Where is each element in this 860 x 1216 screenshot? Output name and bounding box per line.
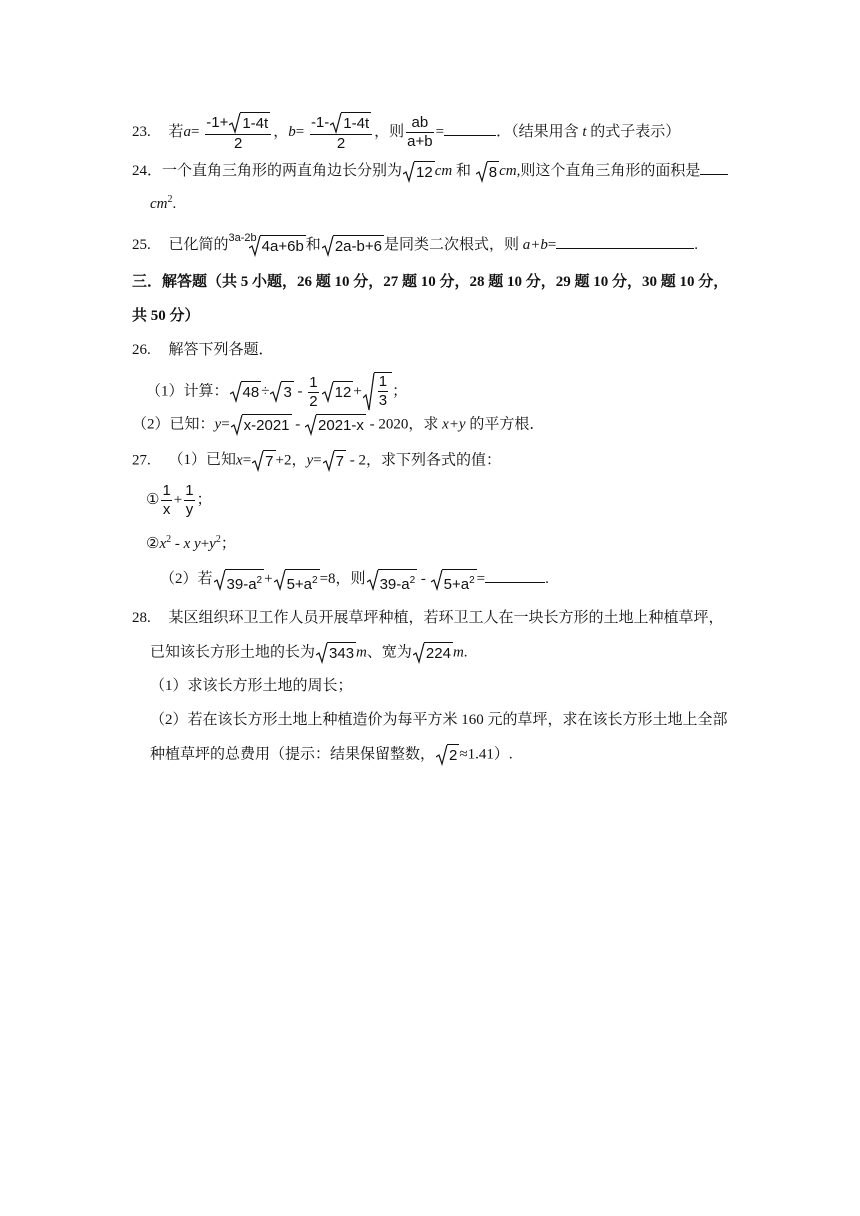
question-23: 23. 若a= -1+ 1-4t 2 ，b= -1- 1-4t 2 ，则 $\frac{ab}{a+b}$ = ．（结果用含 t 的式子表示） <box>132 113 681 152</box>
question-number: 28. <box>132 610 151 626</box>
radical: 4a+6b <box>249 235 306 257</box>
radical: 224 <box>413 642 453 664</box>
radical <box>363 372 392 412</box>
radical: 2a-b+6 <box>322 235 384 257</box>
radical: 12 <box>322 381 354 403</box>
question-number: 27. <box>132 452 151 469</box>
radical: $5+a^2$ <box>274 569 320 591</box>
fraction-a: -1+ 1-4t 2 <box>205 112 271 153</box>
question-27-item2: $②x^2$ - x $y+y^2$； <box>146 534 236 552</box>
radical: 3 <box>270 381 293 403</box>
question-24-unit: $cm^2$. <box>150 194 177 212</box>
radical: 48 <box>230 381 262 403</box>
question-25: 25. 已化简的$^{3a-2b}$ 4a+6b 和 2a-b+6 是同类二次根式，则 a+b= . <box>132 232 699 255</box>
fraction-half: $\frac{1}{2}$ <box>309 373 318 410</box>
radical: x-2021 <box>231 414 292 436</box>
question-27-part2: （2）若 $39-a^2$ + $5+a^2 =8$，则 $39-a^2$ - $5+a^2$ = . <box>160 566 549 591</box>
fraction-1-over-x: $\frac{1}{x}$ <box>162 482 171 518</box>
question-26: 26. 解答下列各题． <box>132 342 274 358</box>
question-28-part1: （1）求该长方形土地的周长； <box>150 678 353 694</box>
question-number: 24． <box>132 163 163 179</box>
question-28-part2-cont: 种植草坪的总费用（提示：结果保留整数， 2 ≈1.41）. <box>150 744 513 766</box>
radical: 8 <box>476 161 499 183</box>
question-28-part2: （2）若在该长方形土地上种植造价为每平方米 160 元的草坪，求在该长方形土地上全部 <box>150 712 728 728</box>
question-26-part1: （1）计算： 48 ÷ 3 - $\frac{1}{2}$ 12 + $\frac{1}{3}$ ； <box>146 372 407 412</box>
answer-blank <box>556 232 694 249</box>
question-number: 25. <box>132 237 151 253</box>
fraction-third: $\frac{1}{3}$ <box>378 373 388 409</box>
answer-blank <box>485 566 545 583</box>
question-26-part2: （2）已知：y= x-2021 - 2021-x - 2020，求 x+y 的平方根． <box>132 414 544 436</box>
radical: $39-a^2$ <box>214 569 265 591</box>
question-28: 28. 某区组织环卫工作人员开展草坪种植，若环卫工人在一块长方形的土地上种植草坪， <box>132 610 724 626</box>
fraction-ab: $\frac{ab}{a+b}$ <box>407 114 433 150</box>
section-heading: 三．解答题（共 5 小题，26 题 10 分，27 题 10 分，28 题 10 分，29 题 10 分，30 题 10 分， <box>132 274 729 290</box>
radical: 7 <box>323 450 346 472</box>
radical: 1-4t <box>330 112 371 134</box>
question-27-item1: ① $\frac{1}{x}$ + $\frac{1}{y}$ ； <box>146 482 212 518</box>
radical: 343 <box>316 642 356 664</box>
radical: $39-a^2$ <box>367 569 418 591</box>
answer-blank <box>444 119 496 136</box>
question-28-line2: 已知该长方形土地的长为 343 m、宽为 224 m. <box>150 642 468 664</box>
question-number: 23. <box>132 123 151 140</box>
fraction-1-over-y: $\frac{1}{y}$ <box>185 482 194 518</box>
question-24: 24．一个直角三角形的两直角边长分别为 12 cm 和 8 cm,则这个直角三角形的面积是 <box>132 158 728 183</box>
question-number: 26. <box>132 342 151 358</box>
radical-index: 3a-2b <box>228 232 257 244</box>
question-27: 27. （1）已知x= 7 +2，y= 7 - 2，求下列各式的值： <box>132 450 501 472</box>
radical: 7 <box>252 450 275 472</box>
radical: 2 <box>436 744 459 766</box>
radical: 12 <box>403 161 435 183</box>
fraction-b: -1- 1-4t 2 <box>310 112 372 153</box>
answer-blank <box>700 158 728 175</box>
radical: 2021-x <box>305 414 366 436</box>
radical: 1-4t <box>229 112 270 134</box>
radical: $5+a^2$ <box>431 569 477 591</box>
section-heading-cont: 共 50 分） <box>132 308 200 324</box>
